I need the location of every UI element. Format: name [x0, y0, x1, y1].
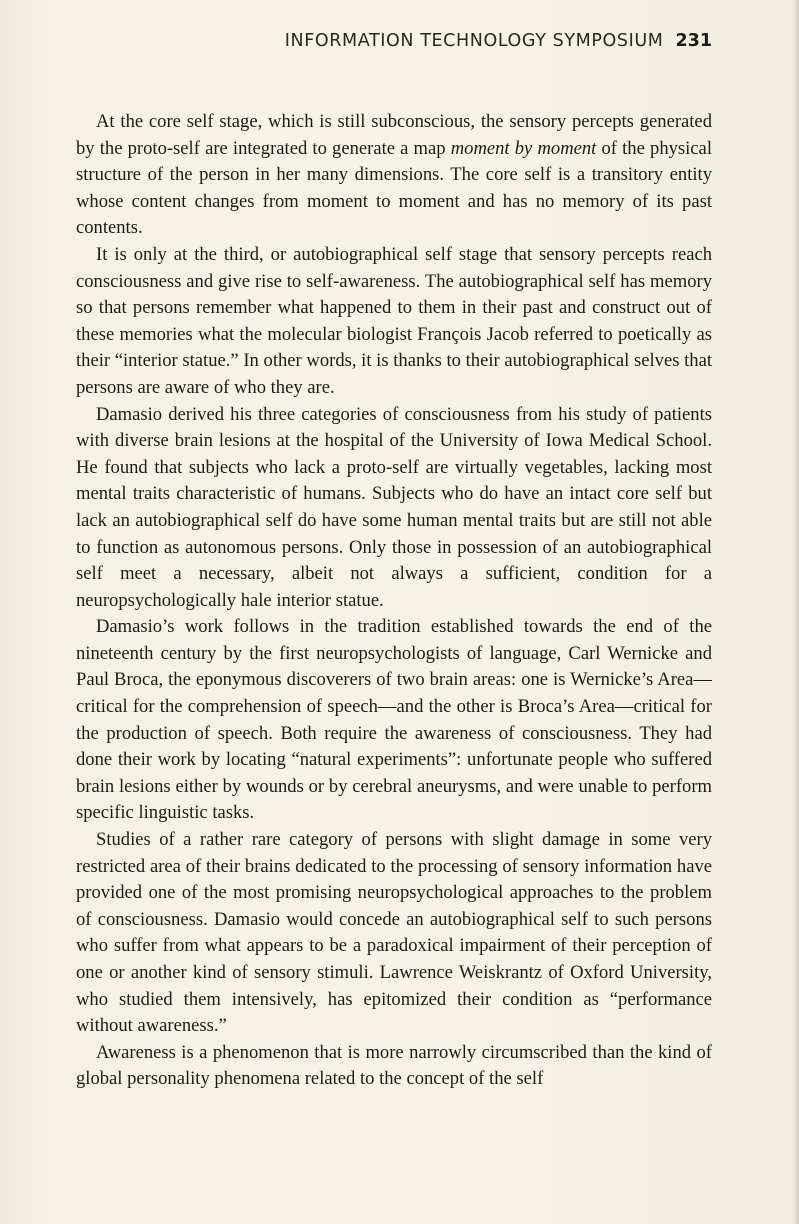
body-text [76, 109, 712, 1093]
paragraph-damasio-categories: Damasio derived his three categories of consciousness from his study of patients with diverse brain lesions at the hospital of the University of Iowa Medical School. He found that subjects who lack a proto-self are virtually vegetables, lacking most mental traits characteristic of humans. Subjects who do have an intact core self but lack an autobiographical self do have some human mental traits but are still not able to function as autonomous persons. Only those in possession of an autobiographical self meet a necessary, albeit not always a sufficient, condition for a neuropsychologically hale interior statue. [76, 403, 712, 611]
page-edge-shadow [793, 0, 799, 1224]
paragraph-autobiographical-self: It is only at the third, or autobiographical self stage that sensory percepts reach consciousness and give rise to self-awareness. The autobiographical self has memory so that persons remember what happened to them in their past and construct out of these memories what the molecular biologist François Jacob referred to poetically as their “interior statue.” In other words, it is thanks to their autobiographical selves that persons are aware of who they are. [76, 243, 712, 398]
paragraph-text: At the core self stage, which is still subconscious, the sensory percepts generated by the proto-self are integrated to generate a map [76, 111, 712, 159]
page-number: 231 [675, 31, 712, 51]
paragraph-core-self [76, 109, 712, 242]
running-head [285, 31, 712, 57]
paragraph-text: of the physical structure of the person in her many dimensions. The core self is a transitory entity whose content changes from moment to moment and has no memory of its past contents. [76, 137, 712, 239]
paragraph-performance-without-awareness: Studies of a rather rare category of persons with slight damage in some very restricted area of their brains dedicated to the processing of sensory information have provided one of the most promising neuropsychological approaches to the problem of consciousness. Damasio would concede an autobiographical self to such persons who suffer from what appears to be a paradoxical impairment of their perception of one or another kind of sensory stimuli. Lawrence Weiskrantz of Oxford University, who studied them intensively, has epitomized their condition as “performance without awareness.” [76, 829, 712, 1037]
paragraph-awareness: Awareness is a phenomenon that is more narrowly circumscribed than the kind of global personality phenomena related to the concept of the self [76, 1041, 712, 1090]
paragraph-wernicke-broca: Damasio’s work follows in the tradition established towards the end of the nineteenth century by the first neuropsychologists of language, Carl Wernicke and Paul Broca, the eponymous discoverers of two brain areas: one is Wernicke’s Area—critical for the comprehension of speech—and the other is Broca’s Area—critical for the production of speech. Both require the awareness of consciousness. They had done their work by locating “natural experiments”: unfortunate people who suffered brain lesions either by wounds or by cerebral aneurysms, and were unable to perform specific linguistic tasks. [76, 616, 712, 824]
running-head-title: INFORMATION TECHNOLOGY SYMPOSIUM [284, 31, 664, 51]
italic-phrase: moment by moment [450, 137, 597, 159]
